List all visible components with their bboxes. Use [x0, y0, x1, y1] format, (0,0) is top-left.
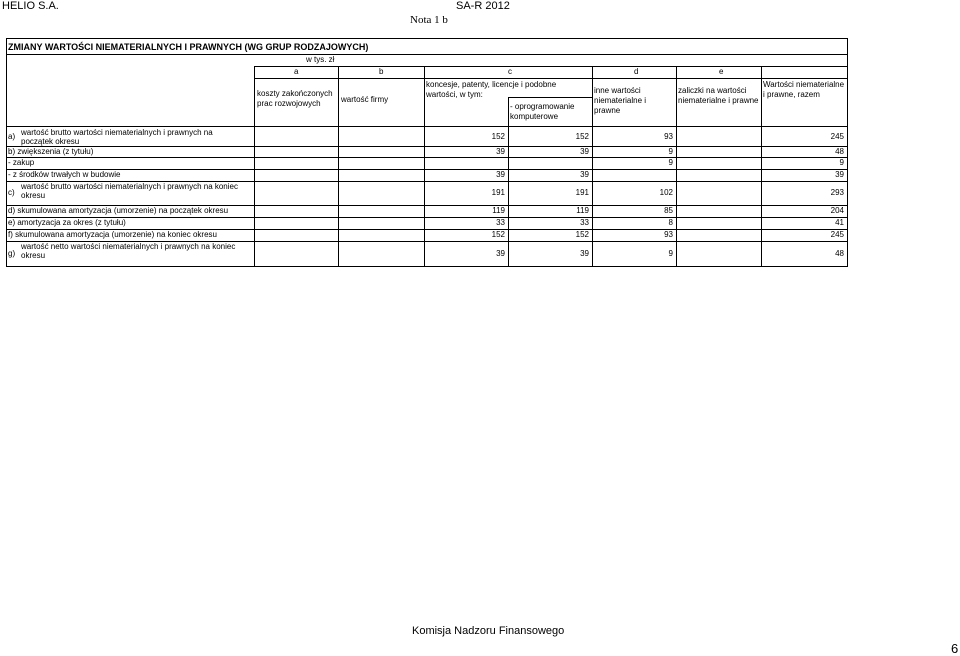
- row-label: wartość netto wartości niematerialnych i prawnych na koniec: [21, 242, 236, 251]
- grid-vline: [424, 127, 425, 267]
- row-label: e) amortyzacja za okres (z tytułu): [8, 218, 126, 227]
- row-label: b) zwiększenia (z tytułu): [8, 147, 94, 156]
- cell-value: 119: [576, 206, 589, 215]
- letters-separator: [254, 78, 848, 79]
- table-title: ZMIANY WARTOŚCI NIEMATERIALNYCH I PRAWNYCH (WG GRUP RODZAJOWYCH): [8, 42, 369, 52]
- col-line-d: [592, 66, 593, 126]
- row-label-continued: okresu: [21, 251, 46, 260]
- grid-vline: [508, 127, 509, 267]
- cell-value: 93: [664, 230, 673, 239]
- cell-value: 245: [830, 230, 844, 239]
- row-label-prefix: g): [8, 249, 16, 258]
- cell-value: 9: [668, 147, 673, 156]
- cell-value: 39: [580, 147, 589, 156]
- header-bottom-border: [6, 126, 848, 127]
- table-right-border: [847, 38, 848, 267]
- cell-value: 191: [575, 188, 589, 197]
- grid-vline: [338, 127, 339, 267]
- row-label-continued: okresu: [21, 191, 46, 200]
- cell-value: 9: [668, 158, 673, 167]
- row-divider: [6, 266, 848, 267]
- cell-value: 48: [835, 249, 844, 258]
- cell-value: 33: [580, 218, 589, 227]
- cell-value: 85: [664, 206, 673, 215]
- colhead-other-intangibles: inne wartości niematerialne i prawne: [594, 86, 647, 115]
- col-line-b: [338, 66, 339, 126]
- column-letter-c: c: [508, 67, 512, 76]
- title-separator: [6, 54, 848, 55]
- cell-value: 191: [491, 188, 505, 197]
- column-letter-d: d: [634, 67, 639, 76]
- cell-value: 39: [496, 249, 505, 258]
- row-label: d) skumulowana amortyzacja (umorzenie) na początek okresu: [8, 206, 229, 215]
- page-number: 6: [951, 641, 959, 656]
- table-left-border: [6, 38, 7, 267]
- column-letter-e: e: [719, 67, 724, 76]
- cell-value: 9: [839, 158, 844, 167]
- cell-value: 245: [830, 132, 844, 141]
- cell-value: 152: [575, 230, 589, 239]
- footer-org: Komisja Nadzoru Finansowego: [412, 625, 565, 637]
- colhead-licences: koncesje, patenty, licencje i podobne wartości, w tym:: [426, 80, 557, 99]
- column-letter-b: b: [379, 67, 384, 76]
- row-label-prefix: a): [8, 132, 16, 141]
- grid-vline: [254, 127, 255, 267]
- grid-vline: [592, 127, 593, 267]
- cell-value: 8: [668, 218, 673, 227]
- cell-value: 9: [668, 249, 673, 258]
- grid-vline: [676, 127, 677, 267]
- row-label-prefix: c): [8, 188, 15, 197]
- colhead-goodwill: wartość firmy: [341, 95, 389, 104]
- cell-value: 102: [659, 188, 673, 197]
- cell-value: 152: [575, 132, 589, 141]
- company-name: HELIO S.A.: [2, 0, 59, 12]
- colhead-development-costs: koszty zakończonych prac rozwojowych: [257, 89, 333, 108]
- row-label-continued: początek okresu: [21, 137, 80, 146]
- cell-value: 48: [835, 147, 844, 156]
- row-label: - z środków trwałych w budowie: [8, 170, 121, 179]
- col-line-total: [761, 66, 762, 126]
- cell-value: 41: [835, 218, 844, 227]
- unit-separator: [254, 66, 848, 67]
- cell-value: 33: [496, 218, 505, 227]
- row-label: wartość brutto wartości niematerialnych i prawnych na koniec: [21, 182, 238, 191]
- grid-vline: [761, 127, 762, 267]
- cell-value: 152: [491, 230, 505, 239]
- row-label: f) skumulowana amortyzacja (umorzenie) na koniec okresu: [8, 230, 217, 239]
- note-label: Nota 1 b: [410, 14, 448, 26]
- cell-value: 39: [496, 170, 505, 179]
- cell-value: 204: [830, 206, 844, 215]
- cell-value: 39: [835, 170, 844, 179]
- cell-value: 39: [496, 147, 505, 156]
- col-line-c: [424, 66, 425, 126]
- cell-value: 119: [492, 206, 505, 215]
- row-label: wartość brutto wartości niematerialnych i prawnych na: [21, 128, 213, 137]
- cell-value: 39: [580, 170, 589, 179]
- column-letter-a: a: [294, 67, 299, 76]
- cell-value: 152: [491, 132, 505, 141]
- colhead-software: - oprogramowanie komputerowe: [510, 102, 575, 121]
- cell-value: 293: [830, 188, 844, 197]
- unit-label: w tys. zł: [306, 55, 335, 64]
- sub-col-vline: [508, 97, 509, 126]
- cell-value: 39: [580, 249, 589, 258]
- table-top-border: [6, 38, 848, 39]
- row-label: - zakup: [8, 158, 35, 167]
- cell-value: 93: [664, 132, 673, 141]
- col-line-a: [254, 66, 255, 126]
- row-divider: [6, 157, 848, 158]
- report-label: SA-R 2012: [456, 0, 510, 12]
- colhead-total: Wartości niematerialne i prawne, razem: [763, 80, 845, 99]
- colhead-advances: zaliczki na wartości niematerialne i prawne: [678, 86, 759, 105]
- col-line-e: [676, 66, 677, 126]
